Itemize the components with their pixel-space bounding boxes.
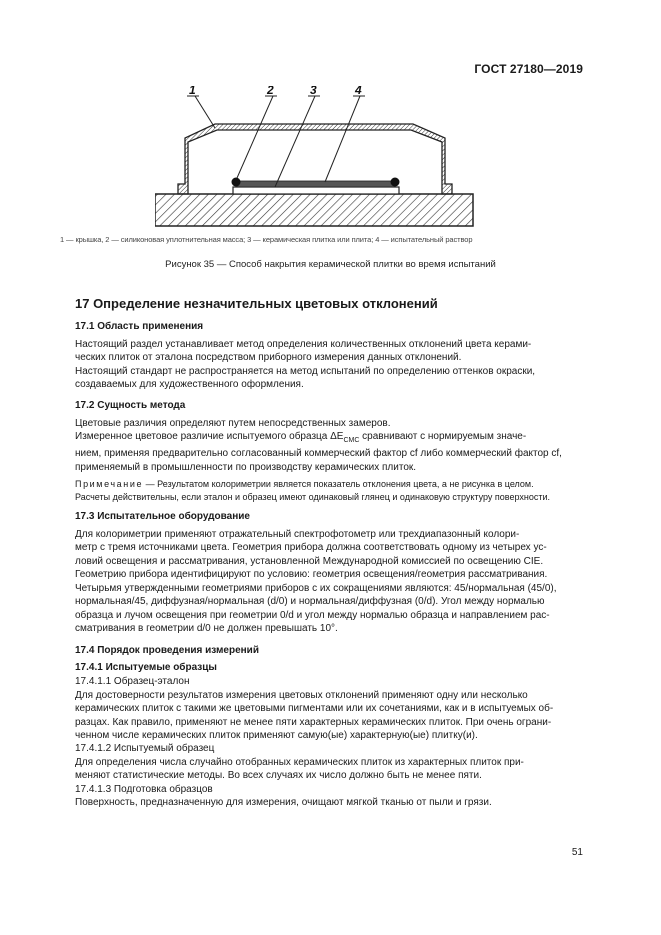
subsection-17-1-title: 17.1 Область применения <box>75 321 204 332</box>
text-line: Для определения числа случайно отобранных керамических плиток из характерных плиток при- <box>75 756 524 768</box>
figure-35-diagram <box>155 86 475 236</box>
subsection-17-2-title: 17.2 Сущность метода <box>75 399 186 411</box>
label-4: 4 <box>355 86 362 97</box>
text-line: сматривания в геометрии d/0 не должен превышать 10°. <box>75 622 338 634</box>
text-line: Измеренное цветовое различие испытуемого образца $\Delta E_{CMC}$ сравнивают с нормируемым значе- <box>75 431 527 445</box>
text-line: создаваемых для художественного оформления. <box>75 379 304 391</box>
clause-17-4-1-3: 17.4.1.3 Подготовка образцов <box>75 783 213 795</box>
text-line: нормальная/45, диффузная/нормальная (d/0) и нормальная/диффузная (0/d). Угол между нормалью <box>75 596 545 608</box>
subsection-17-4-1-title: 17.4.1 Испытуемые образцы <box>75 662 217 674</box>
ceramic-tile <box>233 187 399 194</box>
text-line: применяемый в промышленности по производству керамических плиток. <box>75 461 417 473</box>
text-line: образца и лучом освещения при геометрии 0/d и угол между нормалью образца и направлением рас- <box>75 609 550 621</box>
subscript-cmc: CMC <box>343 437 360 445</box>
text-line: Геометрию прибора идентифицируют по условию: геометрия освещения/геометрия рассматривания. <box>75 569 548 581</box>
note: Примечание — Результатом колориметрии является показатель отклонения цвета, а не рисунка в целом. Расчеты действительны, если эталон и образец имеют одинаковый глянец и одинаковую структуру поверхности. <box>75 479 551 502</box>
clause-17-4-1-1: 17.4.1.1 Образец-эталон <box>75 676 190 688</box>
subsection-17-3-title: 17.3 Испытательное оборудование <box>75 511 250 523</box>
text-line: ческих плиток от эталона посредством приборного измерения данных отклонений. <box>75 352 462 364</box>
figure-legend: 1 — крышка, 2 — силиконовая уплотнительная масса; 3 — керамическая плитка или плита; 4 — испытательный раствор <box>60 235 473 244</box>
subsection-17-4-title: 17.4 Порядок проведения измерений <box>75 645 259 657</box>
base-slab <box>155 194 473 226</box>
text-line: керамических плиток с такими же цветовыми пигментами или их сочетаниями, как и в испытуемых об- <box>75 703 554 715</box>
text-line: разцах. Как правило, применяют не менее пяти характерных керамических плиток. При очень ограни- <box>75 716 552 728</box>
text-line: ченном числе керамических плиток применяют самую(ые) характерную(ые) плитку(и). <box>75 729 478 741</box>
text-line: метр с тремя источниками цвета. Геометрия прибора должна соответствовать одному из четырех ус- <box>75 542 547 554</box>
text-line: нием, применяя предварительно согласованный коммерческий фактор cf либо коммерческий фактор cf, <box>75 448 562 460</box>
clause-17-4-1-2: 17.4.1.2 Испытуемый образец <box>75 743 215 755</box>
sealant-right <box>391 178 400 187</box>
standard-number: ГОСТ 27180—2019 <box>474 62 583 76</box>
label-1: 1 <box>189 86 196 97</box>
text-line: ловий освещения и рассматривания, установленной Международной комиссией по освещению CIE. <box>75 555 544 567</box>
text-line: меняют статистические методы. Во всех случаях их число должно быть не менее пяти. <box>75 770 482 782</box>
figure-caption: Рисунок 35 — Способ накрытия керамической плитки во время испытаний <box>165 259 496 270</box>
text-line: Настоящий раздел устанавливает метод определения количественных отклонений цвета керами- <box>75 339 532 350</box>
sealant-left <box>232 178 241 187</box>
note-tag: Примечание <box>75 479 144 490</box>
text-line: Цветовые различия определяют путем непосредственных замеров. <box>75 417 391 429</box>
text-line: Для колориметрии применяют отражательный спектрофотометр или трехдиапазонный колори- <box>75 529 520 541</box>
label-3: 3 <box>310 86 317 97</box>
page-number: 51 <box>571 847 583 858</box>
text-line: Для достоверности результатов измерения цветовых отклонений применяют одну или несколько <box>75 689 528 701</box>
test-solution <box>237 181 395 187</box>
section-title: 17 Определение незначительных цветовых отклонений <box>75 296 438 311</box>
label-2: 2 <box>267 86 274 97</box>
text-line: Поверхность, предназначенную для измерения, очищают мягкой тканью от пыли и грязи. <box>75 796 492 808</box>
text-line: Настоящий стандарт не распространяется на метод испытаний по определению оттенков окраски, <box>75 365 536 377</box>
paragraph <box>75 338 585 351</box>
text-line: Четырьмя утвержденными геометриями приборов с их сокращениями являются: 45/нормальная (45/0), <box>75 582 557 594</box>
document-body <box>75 296 585 809</box>
